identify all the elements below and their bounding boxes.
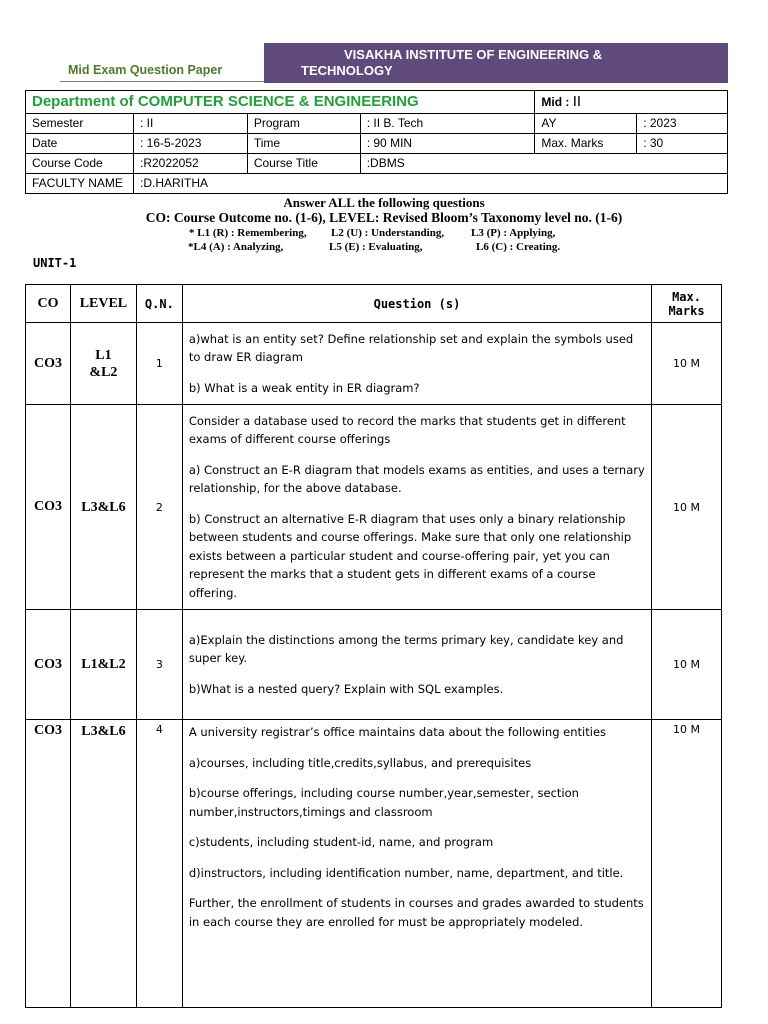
instruction-co-level: CO: Course Outcome no. (1-6), LEVEL: Revised Bloom’s Taxonomy level no. (1-6) <box>145 210 623 225</box>
taxonomy-l3: L3 (P) : Applying, <box>471 227 556 239</box>
institute-name-line2: TECHNOLOGY <box>301 63 393 78</box>
row-level: L3&L6 <box>70 720 136 1008</box>
co-header: CO <box>26 285 71 323</box>
row-marks: 10 M <box>652 610 722 720</box>
faculty-label: FACULTY NAME <box>26 174 134 194</box>
row-level-line1: L1 <box>95 347 112 363</box>
course-title-value: :DBMS <box>360 154 727 174</box>
level-header: LEVEL <box>70 285 136 323</box>
institute-name-line1: VISAKHA INSTITUTE OF ENGINEERING & <box>344 47 603 62</box>
question-part: c)students, including student-id, name, and program <box>188 835 494 849</box>
question-part: Consider a database used to record the marks that students get in different exams of different course offerings <box>188 413 626 447</box>
semester-value: : II <box>133 114 247 134</box>
time-label: Time <box>247 134 360 154</box>
course-title-label: Course Title <box>247 154 360 174</box>
question-part: b)course offerings, including course number,year,semester, section number,instructors,timings and classroom <box>188 786 579 819</box>
table-row <box>26 720 722 1008</box>
semester-label: Semester <box>26 114 134 134</box>
question-part: b)What is a nested query? Explain with SQL examples. <box>188 681 504 696</box>
row-level-line2: &L2 <box>89 364 118 380</box>
ay-label: AY <box>535 114 637 134</box>
institute-banner <box>264 43 728 83</box>
program-label: Program <box>247 114 360 134</box>
marks-header <box>652 285 722 323</box>
row-qn: 2 <box>136 405 182 610</box>
row-qn: 3 <box>136 610 182 720</box>
row-marks: 10 M <box>652 720 722 1008</box>
course-code-value: :R2022052 <box>133 154 247 174</box>
marks-header-line2: Marks <box>668 303 705 318</box>
questions-table <box>25 284 722 1008</box>
row-co: CO3 <box>26 720 71 1008</box>
row-level <box>70 323 136 405</box>
taxonomy-l5: L5 (E) : Evaluating, <box>329 241 423 253</box>
row-co: CO3 <box>26 323 71 405</box>
ay-value: : 2023 <box>637 114 728 134</box>
subtitle-underline <box>60 81 265 82</box>
question-part: a)what is an entity set? Define relationship set and explain the symbols used to draw ER diagram <box>188 331 634 365</box>
taxonomy-l1: * L1 (R) : Remembering, <box>189 227 307 239</box>
row-marks: 10 M <box>652 405 722 610</box>
department-name: Department of COMPUTER SCIENCE & ENGINEERING <box>26 91 535 114</box>
question-part: A university registrar’s office maintains data about the following entities <box>188 725 607 739</box>
taxonomy-l4: *L4 (A) : Analyzing, <box>188 241 284 253</box>
faculty-value: :D.HARITHA <box>133 174 727 194</box>
table-row <box>26 323 722 405</box>
question-part: a)Explain the distinctions among the terms primary key, candidate key and super key. <box>188 632 624 666</box>
questions-header-row <box>26 285 722 323</box>
row-question <box>182 323 651 405</box>
row-question <box>182 720 651 1008</box>
date-label: Date <box>26 134 134 154</box>
question-part: b) What is a weak entity in ER diagram? <box>188 380 420 395</box>
program-value: : II B. Tech <box>360 114 535 134</box>
question-part: a) Construct an E-R diagram that models exams as entities, and uses a ternary relationship, for the above database. <box>188 462 645 496</box>
row-marks: 10 M <box>652 323 722 405</box>
max-marks-label: Max. Marks <box>535 134 637 154</box>
qn-header: Q.N. <box>136 285 182 323</box>
row-question <box>182 610 651 720</box>
unit-heading: UNIT-1 <box>33 256 77 270</box>
table-row <box>26 405 722 610</box>
row-co: CO3 <box>26 405 71 610</box>
table-row <box>26 610 722 720</box>
exam-info-table <box>25 90 728 194</box>
instruction-answer-all: Answer ALL the following questions <box>283 195 485 210</box>
question-part: b) Construct an alternative E-R diagram that uses only a binary relationship between students and course offerings. Make sure that only one relationship exists between a particular student and course-offering pair, yet you can represent the marks that a student gets in different exams of a course offering. <box>188 511 632 600</box>
question-part: Further, the enrollment of students in courses and grades awarded to students in each course they are enrolled for must be appropriately modeled. <box>188 896 644 929</box>
row-question <box>182 405 651 610</box>
row-qn: 1 <box>136 323 182 405</box>
row-qn: 4 <box>136 720 182 1008</box>
mid-label: Mid : <box>541 95 573 109</box>
date-value: : 16-5-2023 <box>133 134 247 154</box>
row-level: L1&L2 <box>70 610 136 720</box>
exam-paper-subtitle: Mid Exam Question Paper <box>68 63 223 77</box>
taxonomy-l2: L2 (U) : Understanding, <box>331 227 445 239</box>
taxonomy-l6: L6 (C) : Creating. <box>476 241 561 253</box>
question-part: a)courses, including title,credits,syllabus, and prerequisites <box>188 755 532 770</box>
row-level: L3&L6 <box>70 405 136 610</box>
row-co: CO3 <box>26 610 71 720</box>
course-code-label: Course Code <box>26 154 134 174</box>
mid-value: II <box>572 93 582 110</box>
question-part: d)instructors, including identification number, name, department, and title. <box>188 865 624 880</box>
max-marks-value: : 30 <box>637 134 728 154</box>
time-value: : 90 MIN <box>360 134 535 154</box>
question-header: Question (s) <box>182 285 651 323</box>
marks-header-line1: Max. <box>672 289 701 304</box>
mid-cell <box>535 91 728 114</box>
